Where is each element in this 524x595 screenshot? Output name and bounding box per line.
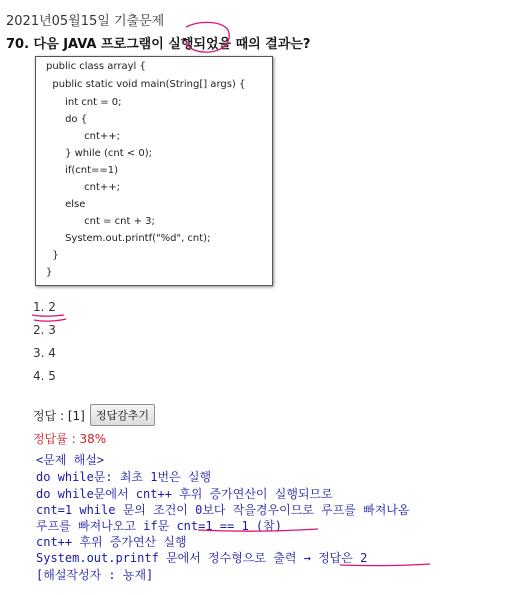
explanation-line: cnt=1 while 문의 조건이 0보다 작을경우이므로 루프를 빠져나옴 — [36, 503, 410, 517]
explanation-line: <문제 해설> — [36, 453, 105, 467]
code-line: } — [46, 267, 53, 278]
choice-underline — [32, 315, 64, 316]
question-title: 70. 다음 JAVA 프로그램이 실행되었을 때의 결과는? — [6, 37, 311, 52]
choice-1[interactable]: 1. 2 — [33, 300, 56, 314]
code-line: System.out.printf("%d", cnt); — [46, 233, 211, 244]
code-line: if(cnt==1) — [46, 165, 119, 176]
code-line: } — [46, 250, 59, 261]
code-line: public class arrayl { — [46, 61, 146, 72]
explanation-line: cnt++ 후위 증가연산 실행 — [36, 535, 187, 549]
code-line: int cnt = 0; — [46, 97, 122, 108]
choice-4[interactable]: 4. 5 — [33, 369, 56, 383]
explanation-line: [해설작성자 : 뇽재] — [36, 568, 154, 582]
choice-underline-2 — [34, 319, 66, 321]
explanation-line: do while문: 최초 1번은 실행 — [36, 470, 212, 484]
explanation-line: System.out.printf 문에서 정수형으로 출력 → 정답은 2 — [36, 551, 368, 565]
code-line: } while (cnt < 0); — [46, 148, 153, 159]
answer-label: 정답 : [1] — [33, 408, 85, 423]
code-line: cnt = cnt + 3; — [46, 216, 155, 227]
hide-answer-button[interactable]: 정답감추기 — [90, 404, 155, 426]
exam-date-label: 2021년05월15일 기출문제 — [6, 14, 165, 29]
choice-2[interactable]: 2. 3 — [33, 323, 56, 337]
code-box — [35, 56, 273, 286]
correct-rate: 정답률 : 38% — [33, 432, 107, 446]
explanation-line: 루프를 빠져나오고 if문 cnt=1 == 1 (참) — [36, 519, 282, 533]
explanation-line: do while문에서 cnt++ 후위 증가연산이 실행되므로 — [36, 487, 333, 501]
code-line: public static void main(String[] args) { — [46, 79, 246, 90]
code-line: cnt++; — [46, 182, 121, 193]
code-line: do { — [46, 114, 88, 125]
choice-3[interactable]: 3. 4 — [33, 346, 56, 360]
code-line: else — [46, 199, 86, 210]
code-line: cnt++; — [46, 131, 121, 142]
answer-row — [33, 404, 155, 426]
